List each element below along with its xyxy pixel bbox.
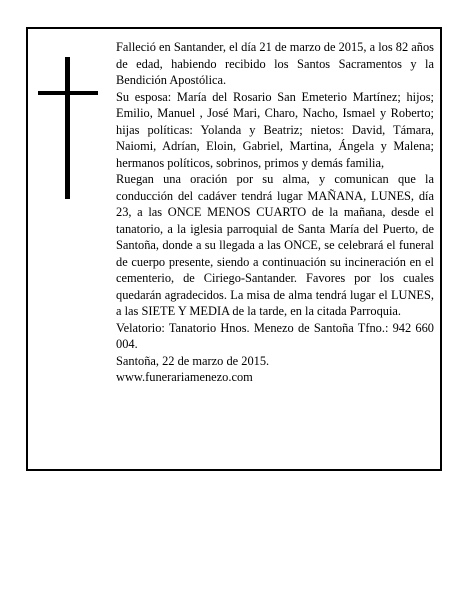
- place-date: Santoña, 22 de marzo de 2015.: [116, 353, 270, 368]
- website-link: www.funerariamenezo.com: [116, 370, 253, 384]
- obituary-text: [116, 39, 434, 386]
- obituary-notice: [26, 27, 442, 471]
- wake-info: Velatorio: Tanatorio Hnos. Menezo de Santoña Tfno.: 942 660 004.: [116, 320, 434, 351]
- cross-vertical-bar: [65, 57, 70, 199]
- ceremony-details: Ruegan una oración por su alma, y comunican que la conducción del cadáver tendrá lugar MAÑANA, LUNES, día 23, a las ONCE MENOS CUARTO de la mañana, desde el tanatorio, a la iglesia parroquial de Santa María del Puerto, de Santoña, donde a su llegada a las ONCE, se celebrará el funeral de cuerpo presente, siendo a continuación su incineración en el cementerio, de Ciriego-Santander. Favores por los cuales quedarán agradecidos. La misa de alma tendrá lugar el LUNES, a las SIETE Y MEDIA de la tarde, en la citada Parroquia.: [116, 172, 434, 318]
- death-announcement: Falleció en Santander, el día 21 de marzo de 2015, a los 82 años de edad, habiendo recibido los Santos Sacramentos y la Bendición Apostólica.: [116, 40, 434, 87]
- latin-cross-icon: [38, 57, 98, 199]
- cross-horizontal-bar: [38, 91, 98, 95]
- family-list: Su esposa: María del Rosario San Emeterio Martínez; hijos; Emilio, Manuel , José Mari, Charo, Nacho, Ismael y Roberto; hijas políticas: Yolanda y Beatriz; nietos: David, Támara, Naiomi, Adrían, Eloin, Gabriel, Martina, Ángela y Malena; hermanos políticos, sobrinos, primos y demás familia,: [116, 89, 434, 170]
